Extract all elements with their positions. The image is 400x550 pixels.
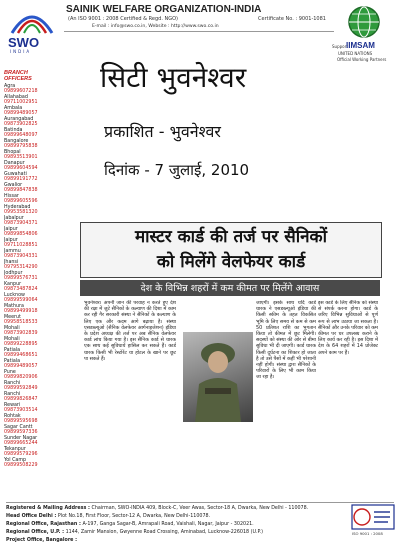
branch-city: Hyderabad xyxy=(4,205,31,210)
branch-phone: 09899795838 xyxy=(4,144,38,150)
headline-line-2: को मिलेंगे वेलफेयर कार्ड xyxy=(156,252,306,272)
branch-city: Mohali xyxy=(4,326,20,331)
branch-phone: 09899826847 xyxy=(4,397,38,403)
footer-text: A-197, Ganga Sagar-B, Amrapali Road, Vaishali, Nagar, Jaipur - 302021. xyxy=(82,522,254,527)
branch-phone: 09899191772 xyxy=(4,177,38,183)
branch-city: Pune xyxy=(4,370,16,375)
footer-label: Regional Office, Rajasthan : xyxy=(6,522,81,527)
globe-icon xyxy=(332,4,396,40)
cert-badge-text: ISO 9001 : 2008 xyxy=(352,531,383,536)
swo-logo xyxy=(6,5,58,55)
branch-city: Sunder Nagar xyxy=(4,436,38,441)
branch-phone: 09899468651 xyxy=(4,353,38,359)
branch-phone: 09899508229 xyxy=(4,463,38,469)
footer-text: Chairman, SWO-INDIA 409, Block-C, Veer Awas, Sector-18 A, Dwarka, New Delhi - 110078. xyxy=(91,506,309,511)
article-column-1: भुवनेश्वर। अपनी जान की परवाह न करते हुए देश की रक्षा में जुटे सैनिकों के कल्याण की दिशा में काम कर रही गैर सरकारी संस्था ने सैनिकों के कल्याण के लिए एक और कदम आगे बढ़ाया है। संस्था एसडब्ल्यूओ (सैनिक वेलफेयर आर्गनाइजेशन) इंडिया के प्रदेश अध्यक्ष की तर्ज पर अब सैनिक वेलफेयर कार्ड लांच किया गया है। इस सैनिक कार्ड से धारक एक साथ कई सुविधायें हासिल कर सकते हैं। कार्ड धारक किसी भी रेस्टोरेंट या होटल के खाने पर छूट पा सकते हैं। xyxy=(84,300,176,362)
branch-city: Rohtak xyxy=(4,414,21,419)
branch-city: Meerut xyxy=(4,315,21,320)
branch-city: Jabalpur xyxy=(4,216,24,221)
footer-text: Plot No.18, First Floor, Sector-12 A, Dwarka, New Delhi-110078. xyxy=(57,514,211,519)
branch-city: Jhansi xyxy=(4,260,19,265)
footer-bangalore-office xyxy=(6,538,77,543)
branch-phone: 09873487824 xyxy=(4,287,38,293)
branch-city: Bangalore xyxy=(4,139,29,144)
branch-phone: 09873904331 xyxy=(4,254,38,260)
partner-sub: UNITED NATIONS xyxy=(338,51,373,56)
branch-city: Sagar Cantt xyxy=(4,425,33,430)
branch-phone: 09873904371 xyxy=(4,221,38,227)
branch-list xyxy=(4,84,56,468)
branch-phone: 09899499918 xyxy=(4,309,38,315)
branch-phone: 09795314290 xyxy=(4,265,38,271)
newspaper-masthead: सिटी भुवनेश्वर xyxy=(100,61,247,94)
iso-text: (An ISO 9001 : 2008 Certified & Regd. NGO) xyxy=(68,16,179,22)
certification-seal-icon xyxy=(350,503,396,531)
certification-badge xyxy=(350,503,396,543)
branch-phone: 09899228895 xyxy=(4,342,38,348)
branch-city: Gwalior xyxy=(4,183,23,188)
branch-phone: 09899595698 xyxy=(4,419,38,425)
org-title: SAINIK WELFARE ORGANIZATION-INDIA xyxy=(66,4,262,15)
header-divider xyxy=(64,31,334,32)
partner-official: Official Working Partners xyxy=(337,57,387,62)
iimsam-partner-logo xyxy=(332,4,396,64)
branch-phone: 09893513901 xyxy=(4,155,38,161)
branch-phone: 09899576731 xyxy=(4,276,38,282)
branch-city: Jaipur xyxy=(4,227,18,232)
branch-city: Allahabad xyxy=(4,95,28,100)
branch-city: Jodhpur xyxy=(4,271,23,276)
partner-support-text: Support xyxy=(332,44,348,49)
footer-head-office xyxy=(6,514,210,519)
soldier-photo xyxy=(183,332,253,422)
branch-city: Ranchi xyxy=(4,392,21,397)
branch-phone: 09899854806 xyxy=(4,232,38,238)
branch-phone: 09899607218 xyxy=(4,89,38,95)
branch-city: Yol Camp xyxy=(4,458,27,463)
headline-box xyxy=(80,222,382,278)
branch-phone: 09899489057 xyxy=(4,364,38,370)
footer-registered-address xyxy=(6,506,308,511)
footer-up-office xyxy=(6,530,263,535)
branch-phone: 09873903514 xyxy=(4,408,38,414)
logo-text: SWO xyxy=(8,35,40,50)
branch-phone: 09899579296 xyxy=(4,452,38,458)
branch-city: Aurangabad xyxy=(4,117,34,122)
branch-city: Ambala xyxy=(4,106,23,111)
swo-emblem-icon xyxy=(6,5,58,37)
branch-phone: 09958518533 xyxy=(4,320,38,326)
branch-phone: 09899648097 xyxy=(4,133,38,139)
sidebar-heading: BRANCH OFFICERS xyxy=(4,70,32,82)
branch-city: Tekanpur xyxy=(4,447,26,452)
branch-city: Agra xyxy=(4,84,16,89)
branch-city: Hissar xyxy=(4,194,19,199)
logo-subtext: INDIA xyxy=(10,49,32,54)
branch-city: Lucknow xyxy=(4,293,25,298)
branch-city: Batinda xyxy=(4,128,23,133)
publication-date: दिनांक - 7 जुलाई, 2010 xyxy=(104,161,250,179)
footer-text: 1144, Zamir Mansion, Gwyenne Road Crossing, Aminabad, Lucknow-226018 (U.P.) xyxy=(65,530,264,535)
branch-city: Jammu xyxy=(4,249,21,254)
footer-label: Regional Office, U.P. : xyxy=(6,530,65,535)
branch-city: Patiala xyxy=(4,348,21,353)
footer-label: Registered & Mailing Address : xyxy=(6,506,90,511)
branch-city: Patiala xyxy=(4,359,21,364)
branch-phone: 09899605596 xyxy=(4,199,38,205)
branch-phone: 09899592849 xyxy=(4,386,38,392)
branch-city: Danapur xyxy=(4,161,25,166)
branch-city: Mathura xyxy=(4,304,24,309)
branch-city: Kanpur xyxy=(4,282,22,287)
branch-city: Jaipur xyxy=(4,238,18,243)
branch-city: Rewari xyxy=(4,403,21,408)
published-from: प्रकाशित - भुवनेश्वर xyxy=(104,122,221,141)
branch-phone: 09711002951 xyxy=(4,100,38,106)
branch-phone: 09899820906 xyxy=(4,375,38,381)
branch-phone: 09899489057 xyxy=(4,111,38,117)
branch-phone: 09899665244 xyxy=(4,441,38,447)
soldier-image xyxy=(183,332,253,422)
footer-rajasthan-office xyxy=(6,522,254,527)
footer-divider xyxy=(6,502,394,503)
subhead: देश के विभिन्न शहरों में कम कीमत पर मिलेंगे आवास xyxy=(140,283,320,294)
branch-phone: 09899597336 xyxy=(4,430,38,436)
headline-line-1: मास्टर कार्ड की तर्ज पर सैनिकों xyxy=(134,227,327,247)
certificate-number: Certificate No. : 9001-1081 xyxy=(258,16,326,22)
branch-phone: 09953581320 xyxy=(4,210,38,216)
branch-city: Mohali xyxy=(4,337,20,342)
branch-phone: 09711028851 xyxy=(4,243,38,249)
branch-phone: 09873902825 xyxy=(4,122,38,128)
branch-city: Bhopal xyxy=(4,150,21,155)
article-column-3: जाएगी। इसके साथ यदि कार्ड धारक ने एसडब्ल्यूओ इंडिया की किसी स्कीम के तहत विकसित भूमि के लिए समय से कम से कम 50 प्रतिशत राशि का भुगतान किया तो कीमत में छूट मिलेगी। सदस्यों को संस्था की ओर से बीमा सुविधा भी दी जाएगी। कार्ड धारक किसी दुर्घटना का शिकार हो जाता है तो उसे पैसों में कहीं भी परेशानी नहीं होगी। संस्था द्वारा सैनिकों के परिवारों के लिए भी काम किया जा रहा है। xyxy=(256,300,316,381)
branch-city: Guwahati xyxy=(4,172,27,177)
subhead-band xyxy=(80,280,380,296)
branch-city: Ranchi xyxy=(4,381,21,386)
branch-phone: 09899599064 xyxy=(4,298,38,304)
branch-officers-sidebar xyxy=(4,70,56,540)
footer-label: Head Office Delhi : xyxy=(6,514,57,519)
branch-phone: 09899847838 xyxy=(4,188,38,194)
contact-line: E-mail : info@swo.co.in, Website : http://www.swo.co.in xyxy=(92,24,219,29)
footer-label: Project Office, Bangalore : xyxy=(6,538,78,543)
partner-brand: IIMSAM xyxy=(346,41,375,50)
branch-phone: 09899604594 xyxy=(4,166,38,172)
branch-phone: 09873902839 xyxy=(4,331,38,337)
headline xyxy=(81,225,381,275)
article-column-4: इस कार्ड के लिए सैनिक को संस्था से संपर्क करना होगा। कार्ड के जरिए विभिन्न सुविधाओं से पूर्ण रूप से लाभ उठाया जा सकता है। सैनिकों और उनके परिवार को कम कीमत पर घर उपलब्ध कराने के लिए कार्य कर रही है। इस दिशा में देश के 64 शहरों में 14 प्रोजेक्ट अपने काम पर हैं। xyxy=(318,300,378,356)
